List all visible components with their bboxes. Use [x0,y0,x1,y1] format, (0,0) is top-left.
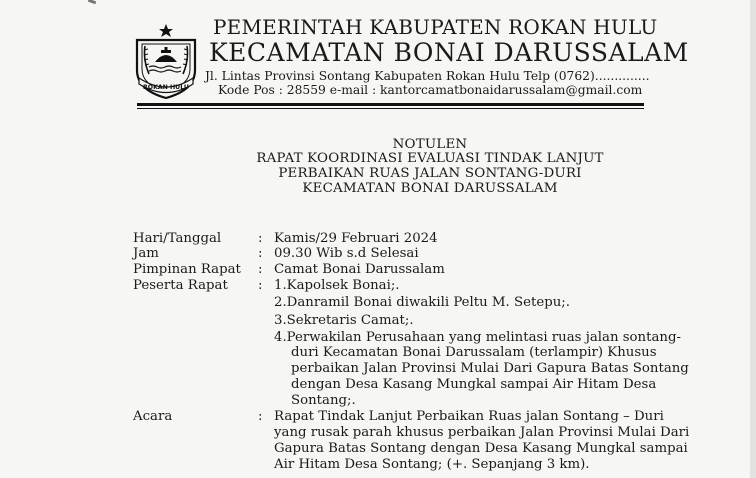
field-colon: : [258,262,263,277]
peserta-item: 3.Sekretaris Camat;. [274,313,414,328]
field-colon: : [258,231,263,246]
document-subtitle: RAPAT KOORDINASI EVALUASI TINDAK LANJUT [256,151,604,166]
document-title: NOTULEN [392,137,468,152]
acara-line: yang rusak parah khusus perbaikan Jalan Provinsi Mulai Dari [274,425,690,440]
svg-text:ROKAN HULU: ROKAN HULU [143,84,189,91]
field-colon: : [258,246,263,261]
peserta-item: 2.Danramil Bonai diwakili Peltu M. Setepu;. [274,295,570,310]
letterhead-contact: Kode Pos : 28559 e-mail : kantorcamatbonaidarussalam@gmail.com [218,83,643,97]
field-value-pimpinan: Camat Bonai Darussalam [274,262,445,277]
peserta-item: 1.Kapolsek Bonai;. [274,278,400,293]
letterhead-government: PEMERINTAH KABUPATEN ROKAN HULU [213,15,658,39]
peserta-item-continued: dengan Desa Kasang Mungkal sampai Air Hitam Desa [291,377,657,392]
scan-artifact [88,0,97,4]
field-colon: : [258,278,263,293]
letterhead-rule-thin [137,108,644,109]
acara-line: Air Hitam Desa Sontang; (+. Sepanjang 3 km). [274,457,590,472]
peserta-item-continued: duri Kecamatan Bonai Darussalam (terlampir) Khusus [291,345,657,360]
field-label-jam: Jam [133,246,159,261]
letterhead-rule-thick [137,103,644,106]
field-value-hari: Kamis/29 Februari 2024 [274,231,438,246]
field-colon: : [258,409,263,424]
peserta-item-continued: Sontang;. [291,393,356,408]
field-value-jam: 09.30 Wib s.d Selesai [274,246,419,261]
field-label-acara: Acara [133,409,173,424]
regency-logo-icon [131,22,201,100]
page-edge [750,0,756,478]
peserta-item-continued: perbaikan Jalan Provinsi Mulai Dari Gapura Batas Sontang [291,361,689,376]
acara-line: Gapura Batas Sontang dengan Desa Kasang Mungkal sampai [274,441,688,456]
document-subtitle: KECAMATAN BONAI DARUSSALAM [302,181,558,196]
field-label-hari: Hari/Tanggal [133,231,222,246]
letterhead-district: KECAMATAN BONAI DARUSSALAM [209,38,689,67]
field-label-pimpinan: Pimpinan Rapat [133,262,241,277]
letterhead-address: Jl. Lintas Provinsi Sontang Kabupaten Rokan Hulu Telp (0762).............. [205,69,650,83]
field-label-peserta: Peserta Rapat [133,278,228,293]
document-subtitle: PERBAIKAN RUAS JALAN SONTANG-DURI [278,166,582,181]
acara-line: Rapat Tindak Lanjut Perbaikan Ruas jalan Sontang – Duri [274,409,664,424]
peserta-item: 4.Perwakilan Perusahaan yang melintasi ruas jalan sontang- [274,330,681,345]
